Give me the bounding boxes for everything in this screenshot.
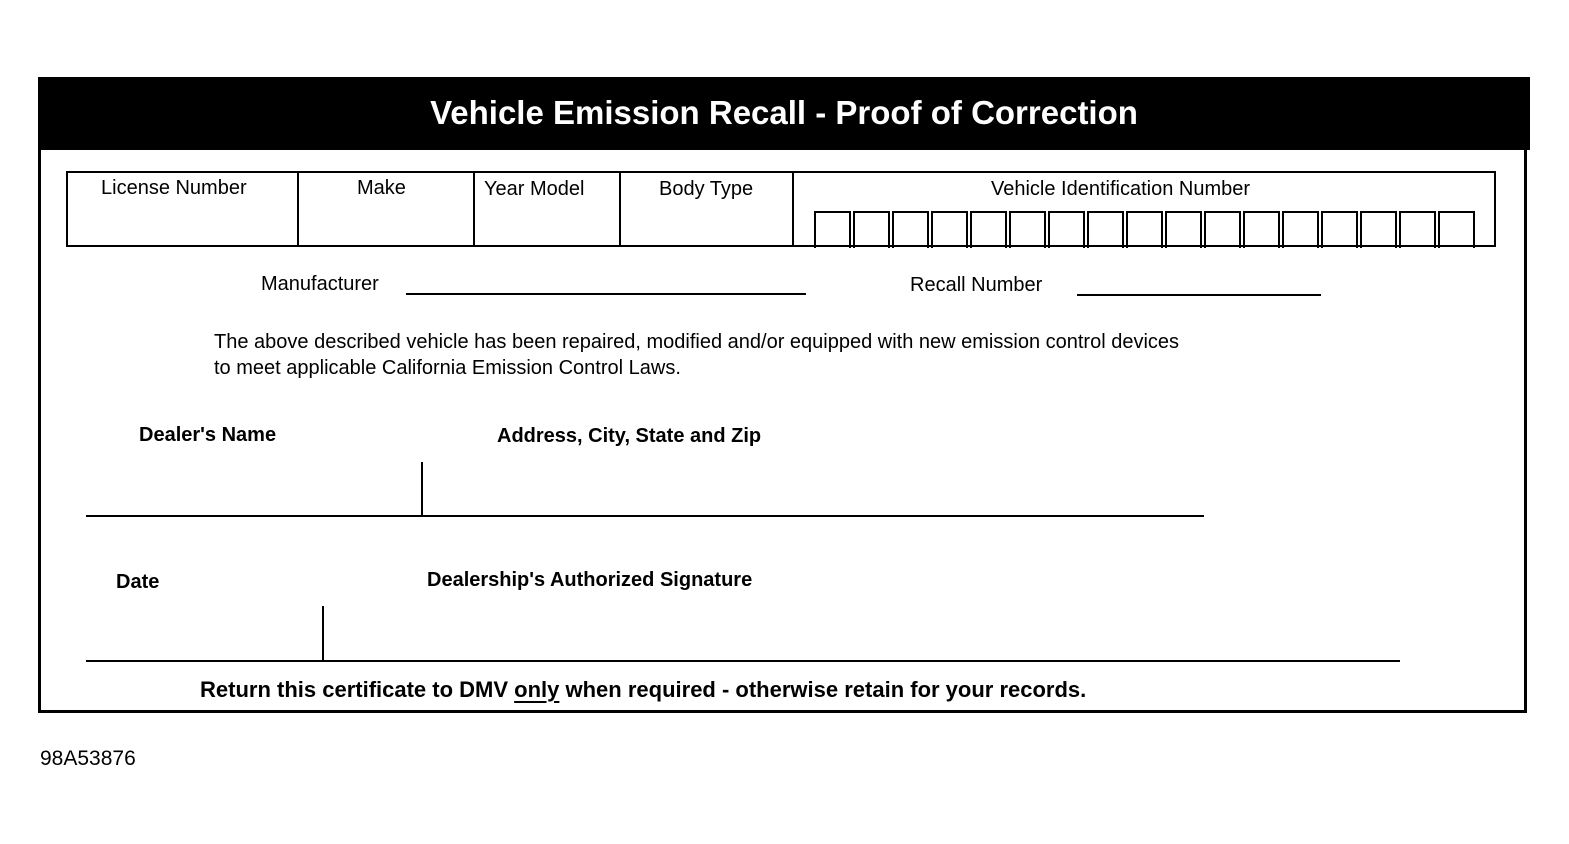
vin-char-box[interactable] [1087, 211, 1124, 248]
recall-number-label: Recall Number [910, 274, 1043, 296]
manufacturer-field[interactable] [406, 293, 806, 295]
vin-char-box[interactable] [1009, 211, 1046, 248]
vin-char-box[interactable] [853, 211, 890, 248]
manufacturer-label: Manufacturer [261, 273, 379, 295]
vin-char-box[interactable] [892, 211, 929, 248]
column-divider [619, 171, 621, 247]
vin-char-box[interactable] [1204, 211, 1241, 248]
make-label: Make [357, 177, 406, 199]
vin-entry-boxes[interactable] [814, 211, 1477, 248]
field-divider [322, 606, 324, 661]
figure-id: 98A53876 [40, 747, 136, 770]
return-instructions-emphasis: only [514, 677, 560, 702]
dealer-name-label: Dealer's Name [139, 424, 277, 446]
signature-label: Dealership's Authorized Signature [427, 569, 753, 591]
vin-char-box[interactable] [1048, 211, 1085, 248]
return-instructions [200, 677, 1086, 703]
date-signature-field[interactable] [86, 660, 1400, 662]
column-divider [792, 171, 794, 247]
vin-label: Vehicle Identification Number [991, 178, 1251, 200]
vin-char-box[interactable] [970, 211, 1007, 248]
vin-char-box[interactable] [1321, 211, 1358, 248]
vin-char-box[interactable] [1399, 211, 1436, 248]
vin-char-box[interactable] [1282, 211, 1319, 248]
year-model-label: Year Model [484, 178, 585, 200]
column-divider [297, 171, 299, 247]
vin-char-box[interactable] [1438, 211, 1475, 248]
vin-char-box[interactable] [1126, 211, 1163, 248]
field-divider [421, 462, 423, 517]
vin-char-box[interactable] [1243, 211, 1280, 248]
certification-statement-line2: to meet applicable California Emission Control Laws. [214, 357, 681, 379]
vin-char-box[interactable] [814, 211, 851, 248]
column-divider [473, 171, 475, 247]
license-number-label: License Number [101, 177, 247, 199]
certification-statement-line1: The above described vehicle has been repaired, modified and/or equipped with new emission control devices [214, 331, 1180, 353]
return-instructions-end: when required - otherwise retain for your records. [559, 677, 1087, 702]
address-label: Address, City, State and Zip [497, 425, 762, 447]
body-type-label: Body Type [659, 178, 754, 200]
vin-char-box[interactable] [931, 211, 968, 248]
vin-char-box[interactable] [1165, 211, 1202, 248]
vin-char-box[interactable] [1360, 211, 1397, 248]
recall-number-field[interactable] [1077, 294, 1321, 296]
dealer-address-field[interactable] [86, 515, 1204, 517]
return-instructions-start: Return this certificate to DMV [200, 677, 515, 702]
form-title: Vehicle Emission Recall - Proof of Correction [38, 77, 1530, 150]
date-label: Date [116, 571, 160, 593]
